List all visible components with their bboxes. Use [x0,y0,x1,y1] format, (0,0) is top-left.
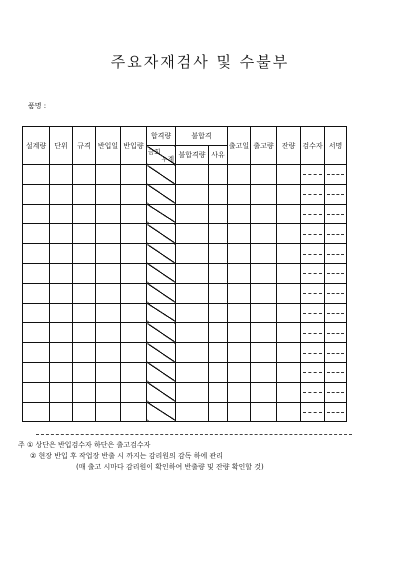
pass-qty-cell[interactable] [147,224,176,244]
table-cell[interactable] [209,362,228,382]
table-cell[interactable] [23,244,50,264]
table-row [23,303,347,323]
signature-cell[interactable] [325,224,347,244]
table-cell[interactable] [73,362,96,382]
table-cell[interactable] [96,362,121,382]
table-cell[interactable] [23,402,50,422]
table-cell[interactable] [176,263,209,283]
inspector-cell[interactable] [301,184,325,204]
notes-separator [36,434,352,435]
table-cell[interactable] [251,343,277,363]
pass-qty-cell[interactable] [147,362,176,382]
table-cell[interactable] [228,362,251,382]
table-cell[interactable] [209,402,228,422]
table-cell[interactable] [209,263,228,283]
signature-cell[interactable] [325,362,347,382]
table-cell[interactable] [209,204,228,224]
table-cell[interactable] [209,303,228,323]
table-cell[interactable] [121,165,147,185]
table-cell[interactable] [228,184,251,204]
signature-cell[interactable] [325,343,347,363]
page-title: 주요자재검사 및 수불부 [110,53,290,71]
table-cell[interactable] [73,184,96,204]
table-cell[interactable] [176,204,209,224]
inspector-cell[interactable] [301,402,325,422]
table-row [23,184,347,204]
pass-qty-cell[interactable] [147,303,176,323]
table-cell[interactable] [121,184,147,204]
table-cell[interactable] [209,323,228,343]
pass-qty-cell[interactable] [147,244,176,264]
table-row [23,323,347,343]
table-cell[interactable] [73,165,96,185]
table-cell[interactable] [277,165,301,185]
table-cell[interactable] [176,303,209,323]
table-cell[interactable] [50,263,73,283]
table-row [23,343,347,363]
table-cell[interactable] [50,283,73,303]
note-line-1: 주 ① 상단은 반입검수자 하단은 출고검수자 [18,441,151,449]
table-cell[interactable] [121,283,147,303]
table-cell[interactable] [23,224,50,244]
table-cell[interactable] [251,323,277,343]
table-row [23,244,347,264]
table-cell[interactable] [23,165,50,185]
table-cell[interactable] [228,283,251,303]
inspector-cell[interactable] [301,362,325,382]
header-reason: 사유 [209,146,228,165]
inspector-cell[interactable] [301,382,325,402]
table-cell[interactable] [23,283,50,303]
table-cell[interactable] [277,343,301,363]
header-fail-qty: 불합격량 [176,146,209,165]
item-name-label: 품명 : [28,102,47,110]
table-cell[interactable] [73,224,96,244]
inspector-cell[interactable] [301,343,325,363]
table-cell[interactable] [73,244,96,264]
table-cell[interactable] [121,323,147,343]
table-cell[interactable] [50,362,73,382]
table-row [23,382,347,402]
ledger-body [23,165,347,422]
table-cell[interactable] [73,382,96,402]
table-cell[interactable] [277,184,301,204]
table-cell[interactable] [73,303,96,323]
table-row [23,224,347,244]
pass-qty-cell[interactable] [147,204,176,224]
table-cell[interactable] [209,244,228,264]
inspector-cell[interactable] [301,165,325,185]
header-remaining: 잔량 [277,127,301,165]
table-cell[interactable] [50,244,73,264]
table-cell[interactable] [96,204,121,224]
table-cell[interactable] [73,343,96,363]
table-cell[interactable] [96,224,121,244]
signature-cell[interactable] [325,323,347,343]
table-cell[interactable] [176,184,209,204]
table-cell[interactable] [96,382,121,402]
table-cell[interactable] [121,263,147,283]
table-row [23,263,347,283]
table-cell[interactable] [277,224,301,244]
note-line-3: (매 출고 시마다 감리원이 확인하여 반출량 및 잔량 확인할 것) [76,463,264,471]
table-cell[interactable] [209,224,228,244]
table-cell[interactable] [251,303,277,323]
note-line-2: ② 현장 반입 후 작업장 반출 시 까지는 감리원의 감독 하에 관리 [30,452,224,460]
inspector-cell[interactable] [301,303,325,323]
table-cell[interactable] [121,343,147,363]
pass-qty-cell[interactable] [147,343,176,363]
table-cell[interactable] [96,303,121,323]
table-cell[interactable] [209,382,228,402]
table-row [23,204,347,224]
table-cell[interactable] [176,382,209,402]
table-cell[interactable] [228,244,251,264]
table-row [23,165,347,185]
header-incoming-date: 반입일 [96,127,121,165]
signature-cell[interactable] [325,263,347,283]
table-cell[interactable] [277,283,301,303]
table-cell[interactable] [251,224,277,244]
signature-cell[interactable] [325,244,347,264]
header-outgoing-date: 출고일 [228,127,251,165]
table-cell[interactable] [277,382,301,402]
table-cell[interactable] [50,303,73,323]
table-cell[interactable] [50,323,73,343]
table-cell[interactable] [23,362,50,382]
table-cell[interactable] [176,343,209,363]
header-cumulative: 누계 [161,155,174,163]
table-cell[interactable] [23,184,50,204]
table-cell[interactable] [96,402,121,422]
table-cell[interactable] [209,283,228,303]
table-cell[interactable] [176,165,209,185]
table-cell[interactable] [209,165,228,185]
signature-cell[interactable] [325,382,347,402]
header-outgoing-qty: 출고량 [251,127,277,165]
header-this-time: 금회 [148,148,161,156]
table-cell[interactable] [228,382,251,402]
inspector-cell[interactable] [301,224,325,244]
table-cell[interactable] [121,382,147,402]
table-cell[interactable] [228,303,251,323]
pass-qty-cell[interactable] [147,323,176,343]
table-cell[interactable] [251,204,277,224]
table-cell[interactable] [50,184,73,204]
header-unit: 단위 [50,127,73,165]
table-cell[interactable] [96,343,121,363]
table-cell[interactable] [23,263,50,283]
table-cell[interactable] [50,165,73,185]
table-cell[interactable] [121,224,147,244]
table-cell[interactable] [176,224,209,244]
table-cell[interactable] [228,402,251,422]
table-cell[interactable] [277,303,301,323]
table-cell[interactable] [251,184,277,204]
table-cell[interactable] [50,343,73,363]
table-row [23,402,347,422]
table-cell[interactable] [96,263,121,283]
table-cell[interactable] [228,343,251,363]
table-cell[interactable] [121,402,147,422]
header-signature: 서명 [325,127,347,165]
header-pass-qty: 합격량 [147,127,176,146]
pass-qty-cell[interactable] [147,184,176,204]
pass-qty-cell[interactable] [147,165,176,185]
table-cell[interactable] [251,165,277,185]
header-fail: 불합격 [176,127,228,146]
signature-cell[interactable] [325,184,347,204]
table-cell[interactable] [228,204,251,224]
signature-cell[interactable] [325,165,347,185]
table-cell[interactable] [251,382,277,402]
table-cell[interactable] [277,244,301,264]
table-cell[interactable] [50,204,73,224]
table-cell[interactable] [228,323,251,343]
table-cell[interactable] [73,402,96,422]
table-cell[interactable] [228,263,251,283]
table-cell[interactable] [176,323,209,343]
table-cell[interactable] [251,244,277,264]
table-cell[interactable] [73,204,96,224]
header-design-qty: 설계량 [23,127,50,165]
inspector-cell[interactable] [301,244,325,264]
table-cell[interactable] [228,224,251,244]
header-inspector: 검수자 [301,127,325,165]
table-cell[interactable] [228,165,251,185]
inspector-cell[interactable] [301,323,325,343]
pass-qty-cell[interactable] [147,263,176,283]
table-cell[interactable] [50,224,73,244]
table-cell[interactable] [176,283,209,303]
table-cell[interactable] [23,382,50,402]
table-cell[interactable] [176,402,209,422]
table-cell[interactable] [209,184,228,204]
table-row [23,362,347,382]
table-cell[interactable] [96,323,121,343]
table-cell[interactable] [121,244,147,264]
table-cell[interactable] [277,402,301,422]
table-cell[interactable] [176,244,209,264]
table-cell[interactable] [277,263,301,283]
table-cell[interactable] [23,343,50,363]
table-cell[interactable] [251,263,277,283]
table-row [23,283,347,303]
table-cell[interactable] [73,323,96,343]
table-cell[interactable] [277,204,301,224]
header-spec: 규격 [73,127,96,165]
table-cell[interactable] [96,283,121,303]
table-cell[interactable] [121,362,147,382]
table-cell[interactable] [251,402,277,422]
table-cell[interactable] [73,283,96,303]
table-cell[interactable] [121,303,147,323]
table-cell[interactable] [96,244,121,264]
table-cell[interactable] [96,165,121,185]
signature-cell[interactable] [325,283,347,303]
header-incoming-qty: 반입량 [121,127,147,165]
table-cell[interactable] [121,204,147,224]
inspector-cell[interactable] [301,204,325,224]
table-cell[interactable] [176,362,209,382]
table-cell[interactable] [50,402,73,422]
inspection-ledger-table [22,126,347,422]
table-cell[interactable] [23,303,50,323]
signature-cell[interactable] [325,402,347,422]
table-cell[interactable] [50,382,73,402]
table-cell[interactable] [23,204,50,224]
table-cell[interactable] [209,343,228,363]
table-cell[interactable] [277,323,301,343]
signature-cell[interactable] [325,204,347,224]
table-cell[interactable] [251,362,277,382]
pass-qty-cell[interactable] [147,382,176,402]
table-cell[interactable] [277,362,301,382]
table-cell[interactable] [251,283,277,303]
signature-cell[interactable] [325,303,347,323]
table-cell[interactable] [23,323,50,343]
header-this-time-cumulative [147,146,176,165]
table-cell[interactable] [96,184,121,204]
pass-qty-cell[interactable] [147,283,176,303]
inspector-cell[interactable] [301,283,325,303]
table-cell[interactable] [73,263,96,283]
inspector-cell[interactable] [301,263,325,283]
pass-qty-cell[interactable] [147,402,176,422]
